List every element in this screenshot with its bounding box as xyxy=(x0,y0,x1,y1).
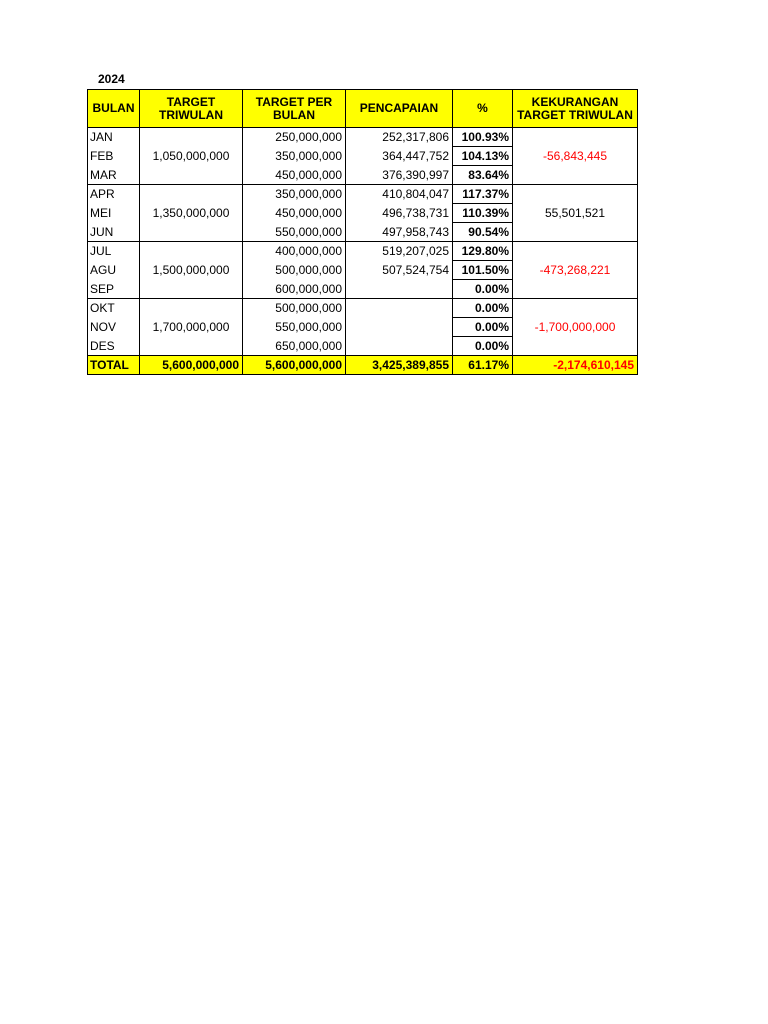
month-cell: DES xyxy=(88,337,140,356)
month-cell: MAR xyxy=(88,166,140,185)
monthly-target-cell: 500,000,000 xyxy=(243,299,346,318)
monthly-target-cell: 450,000,000 xyxy=(243,204,346,223)
month-cell: FEB xyxy=(88,147,140,166)
percent-cell: 104.13% xyxy=(453,147,513,166)
monthly-target-cell: 650,000,000 xyxy=(243,337,346,356)
table-body xyxy=(88,128,638,356)
quarter-target-cell: 1,050,000,000 xyxy=(140,128,243,185)
quarter-target-cell: 1,350,000,000 xyxy=(140,185,243,242)
monthly-target-cell: 550,000,000 xyxy=(243,318,346,337)
percent-cell: 101.50% xyxy=(453,261,513,280)
header-pencapaian: PENCAPAIAN xyxy=(346,90,453,128)
monthly-target-cell: 500,000,000 xyxy=(243,261,346,280)
percent-cell: 110.39% xyxy=(453,204,513,223)
table-row xyxy=(88,242,638,261)
total-pencapaian: 3,425,389,855 xyxy=(346,356,453,375)
pencapaian-cell: 497,958,743 xyxy=(346,223,453,242)
pencapaian-cell: 507,524,754 xyxy=(346,261,453,280)
month-cell: SEP xyxy=(88,280,140,299)
month-cell: MEI xyxy=(88,204,140,223)
total-row xyxy=(88,356,638,375)
percent-cell: 90.54% xyxy=(453,223,513,242)
total-kekurangan: -2,174,610,145 xyxy=(513,356,638,375)
table-row xyxy=(88,299,638,318)
target-table xyxy=(87,89,638,375)
percent-cell: 0.00% xyxy=(453,318,513,337)
pencapaian-cell xyxy=(346,299,453,318)
month-cell: JUN xyxy=(88,223,140,242)
header-target-triwulan: TARGET TRIWULAN xyxy=(140,90,243,128)
table-row xyxy=(88,128,638,147)
monthly-target-cell: 350,000,000 xyxy=(243,147,346,166)
percent-cell: 0.00% xyxy=(453,337,513,356)
header-kekurangan: KEKURANGAN TARGET TRIWULAN xyxy=(513,90,638,128)
month-cell: OKT xyxy=(88,299,140,318)
monthly-target-cell: 400,000,000 xyxy=(243,242,346,261)
pencapaian-cell: 376,390,997 xyxy=(346,166,453,185)
pencapaian-cell: 519,207,025 xyxy=(346,242,453,261)
quarter-target-cell: 1,500,000,000 xyxy=(140,242,243,299)
kekurangan-cell: -56,843,445 xyxy=(513,128,638,185)
monthly-target-cell: 550,000,000 xyxy=(243,223,346,242)
percent-cell: 117.37% xyxy=(453,185,513,204)
month-cell: APR xyxy=(88,185,140,204)
pencapaian-cell: 252,317,806 xyxy=(346,128,453,147)
kekurangan-cell: -1,700,000,000 xyxy=(513,299,638,356)
header-percent: % xyxy=(453,90,513,128)
month-cell: NOV xyxy=(88,318,140,337)
monthly-target-cell: 350,000,000 xyxy=(243,185,346,204)
percent-cell: 129.80% xyxy=(453,242,513,261)
table-row xyxy=(88,185,638,204)
month-cell: JUL xyxy=(88,242,140,261)
percent-cell: 0.00% xyxy=(453,280,513,299)
pencapaian-cell: 364,447,752 xyxy=(346,147,453,166)
pencapaian-cell xyxy=(346,280,453,299)
pencapaian-cell xyxy=(346,337,453,356)
month-cell: AGU xyxy=(88,261,140,280)
monthly-target-cell: 450,000,000 xyxy=(243,166,346,185)
monthly-target-cell: 250,000,000 xyxy=(243,128,346,147)
percent-cell: 0.00% xyxy=(453,299,513,318)
pencapaian-cell: 496,738,731 xyxy=(346,204,453,223)
pencapaian-cell xyxy=(346,318,453,337)
kekurangan-cell: -473,268,221 xyxy=(513,242,638,299)
header-target-per-bulan: TARGET PER BULAN xyxy=(243,90,346,128)
pencapaian-cell: 410,804,047 xyxy=(346,185,453,204)
header-row xyxy=(88,90,638,128)
quarter-target-cell: 1,700,000,000 xyxy=(140,299,243,356)
monthly-target-cell: 600,000,000 xyxy=(243,280,346,299)
year-label: 2024 xyxy=(98,72,125,86)
header-bulan: BULAN xyxy=(88,90,140,128)
total-label: TOTAL xyxy=(88,356,140,375)
kekurangan-cell: 55,501,521 xyxy=(513,185,638,242)
percent-cell: 83.64% xyxy=(453,166,513,185)
month-cell: JAN xyxy=(88,128,140,147)
total-percent: 61.17% xyxy=(453,356,513,375)
total-target-per-bulan: 5,600,000,000 xyxy=(243,356,346,375)
percent-cell: 100.93% xyxy=(453,128,513,147)
total-target-triwulan: 5,600,000,000 xyxy=(140,356,243,375)
